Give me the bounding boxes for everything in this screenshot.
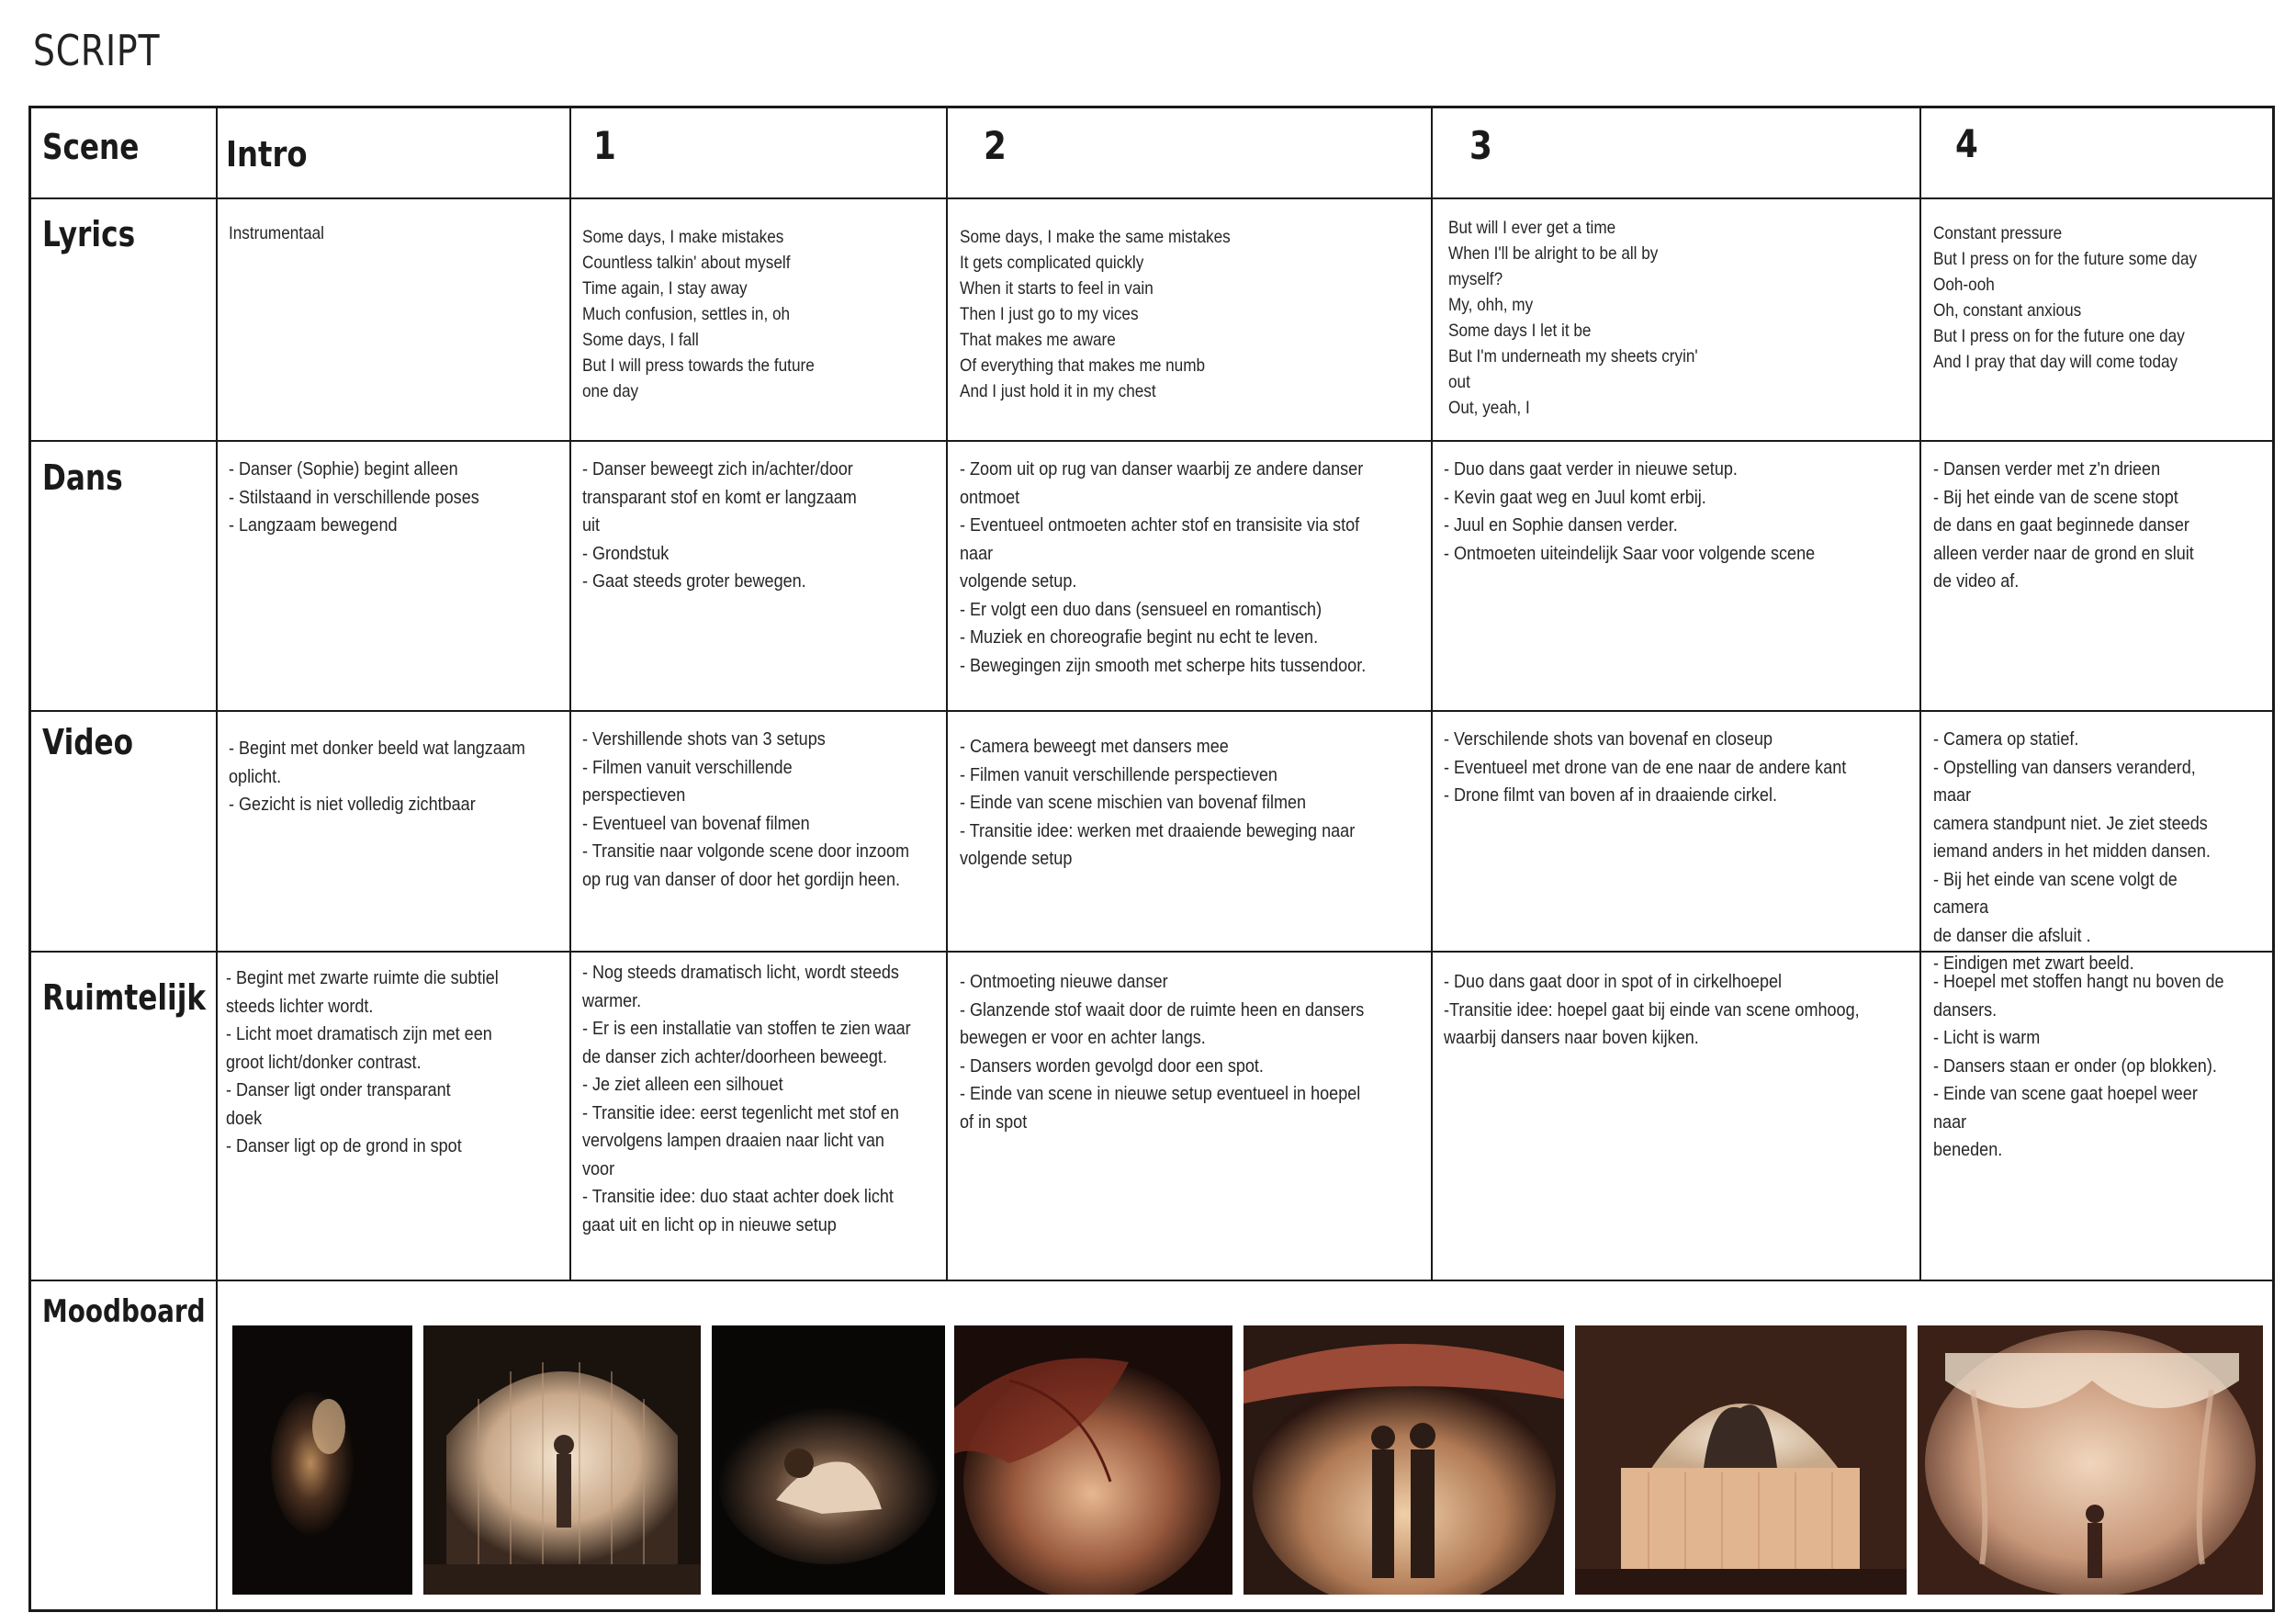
script-table xyxy=(28,106,2275,1612)
row-label-scene: Scene xyxy=(42,127,140,167)
lyrics-scene-4: Constant pressure But I press on for the future some day Ooh-ooh Oh, constant anxious But I press on for the future one day And I pray that day will come today xyxy=(1933,223,2198,372)
column-header-intro: Intro xyxy=(226,134,308,175)
lyrics-scene-2: Some days, I make the same mistakes It gets complicated quickly When it starts to feel in vain Then I just go to my vices That makes me aware Of everything that makes me numb And I just hold it in my chest xyxy=(960,227,1231,401)
row-label-video: Video xyxy=(42,722,134,762)
row-label-moodboard: Moodboard xyxy=(42,1293,206,1330)
dans-scene-4: - Dansen verder met z'n drieen - Bij het einde van de scene stopt de dans en gaat beginnede danser alleen verder naar de grond en sluit de video af. xyxy=(1933,458,2194,592)
dans-scene-3: - Duo dans gaat verder in nieuwe setup. - Kevin gaat weg en Juul komt erbij. - Juul en Sophie dansen verder. - Ontmoeten uiteindelijk Saar voor volgende scene xyxy=(1444,458,1816,564)
ruimtelijk-scene-2: - Ontmoeting nieuwe danser - Glanzende stof waait door de ruimte heen en dansers bewegen er voor en achter langs. - Dansers worden gevolgd door een spot. - Einde van scene in nieuwe setup eventueel in hoepel of in spot xyxy=(960,971,1365,1133)
page-title: SCRIPT xyxy=(33,26,161,75)
moodboard-image-3 xyxy=(712,1325,945,1595)
moodboard-image-2 xyxy=(423,1325,701,1595)
column-header-4: 4 xyxy=(1955,121,1978,166)
lyrics-intro: Instrumentaal xyxy=(229,223,324,243)
moodboard-image-4 xyxy=(954,1325,1232,1595)
dans-intro: - Danser (Sophie) begint alleen - Stilstaand in verschillende poses - Langzaam bewegend xyxy=(229,458,479,536)
ruimtelijk-scene-1: - Nog steeds dramatisch licht, wordt steeds warmer. - Er is een installatie van stoffen te zien waar de danser zich achter/doorheen beweegt. - Je ziet alleen een silhouet - Transitie idee: eerst tegenlicht met stof en vervolgens lampen draaien naar licht van voor - Transitie idee: duo staat achter doek licht gaat uit en licht op in nieuwe setup xyxy=(582,962,911,1235)
moodboard-image-1 xyxy=(232,1325,412,1595)
video-scene-1: - Vershillende shots van 3 setups - Filmen vanuit verschillende perspectieven - Eventueel van bovenaf filmen - Transitie naar volgonde scene door inzoom op rug van danser of door het gordijn heen. xyxy=(582,728,910,890)
dans-scene-1: - Danser beweegt zich in/achter/door transparant stof en komt er langzaam uit - Grondstuk - Gaat steeds groter bewegen. xyxy=(582,458,857,592)
column-header-2: 2 xyxy=(984,123,1007,168)
ruimtelijk-scene-4: - Hoepel met stoffen hangt nu boven de dansers. - Licht is warm - Dansers staan er onder (op blokken). - Einde van scene gaat hoepel weer naar beneden. xyxy=(1933,971,2224,1160)
ruimtelijk-scene-3: - Duo dans gaat door in spot of in cirkelhoepel -Transitie idee: hoepel gaat bij einde van scene omhoog, waarbij dansers naar boven kijken. xyxy=(1444,971,1860,1048)
lyrics-scene-3: But will I ever get a time When I'll be alright to be all by myself? My, ohh, my Some days I let it be But I'm underneath my sheets cryin' out Out, yeah, I xyxy=(1448,218,1698,418)
video-scene-4: - Camera op statief. - Opstelling van dansers veranderd, maar camera standpunt niet. Je ziet steeds iemand anders in het midden dansen. - Bij het einde van scene volgt de camera de danser die afsluit . - Eindigen met zwart beeld. xyxy=(1933,728,2211,974)
video-scene-3: - Verschilende shots van bovenaf en closeup - Eventueel met drone van de ene naar de andere kant - Drone filmt van boven af in draaiende cirkel. xyxy=(1444,728,1847,806)
video-scene-2: - Camera beweegt met dansers mee - Filmen vanuit verschillende perspectieven - Einde van scene mischien van bovenaf filmen - Transitie idee: werken met draaiende beweging naar volgende setup xyxy=(960,736,1356,869)
moodboard-image-7 xyxy=(1918,1325,2263,1595)
video-intro: - Begint met donker beeld wat langzaam oplicht. - Gezicht is niet volledig zichtbaar xyxy=(229,738,525,815)
dans-scene-2: - Zoom uit op rug van danser waarbij ze andere danser ontmoet - Eventueel ontmoeten achter stof en transisite via stof naar volgende setup. - Er volgt een duo dans (sensueel en romantisch) - Muziek en choreografie begint nu echt te leven. - Bewegingen zijn smooth met scherpe hits tussendoor. xyxy=(960,458,1367,676)
row-label-ruimtelijk: Ruimtelijk xyxy=(42,977,207,1018)
row-label-dans: Dans xyxy=(42,457,123,498)
moodboard-image-5 xyxy=(1244,1325,1564,1595)
ruimtelijk-intro: - Begint met zwarte ruimte die subtiel steeds lichter wordt. - Licht moet dramatisch zijn met een groot licht/donker contrast. - Danser ligt onder transparant doek - Danser ligt op de grond in spot xyxy=(226,967,499,1156)
column-header-3: 3 xyxy=(1469,123,1492,168)
column-header-1: 1 xyxy=(593,123,616,168)
row-label-lyrics: Lyrics xyxy=(42,214,136,254)
moodboard-image-6 xyxy=(1575,1325,1907,1595)
lyrics-scene-1: Some days, I make mistakes Countless talkin' about myself Time again, I stay away Much confusion, settles in, oh Some days, I fall But I will press towards the future one day xyxy=(582,227,815,401)
